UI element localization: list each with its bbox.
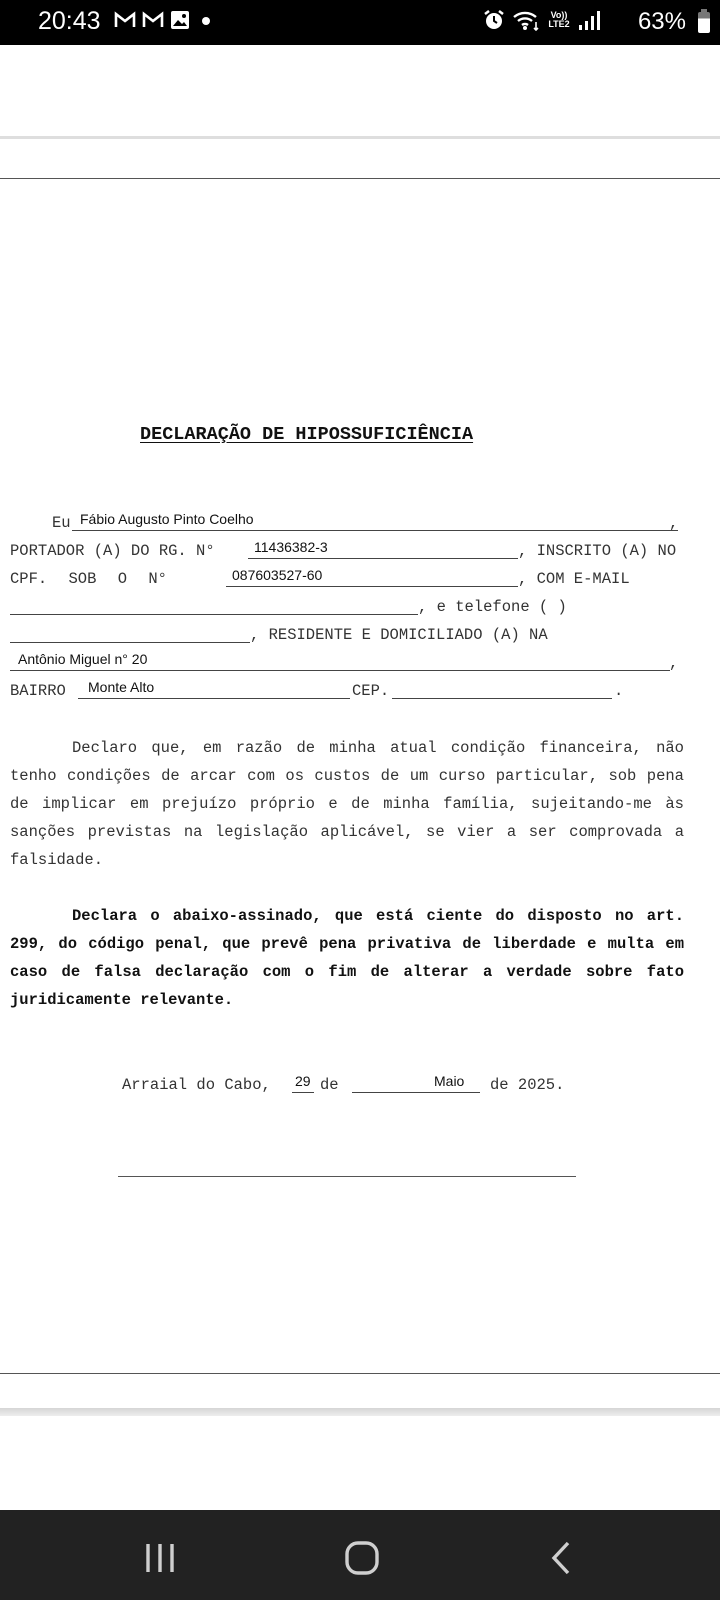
page-footer-line [0,1373,720,1374]
cpf-label: CPF. SOB O N° [10,570,167,588]
email-underline[interactable] [10,614,418,615]
month-value[interactable]: Maio [434,1073,465,1089]
bairro-line [10,679,684,704]
gmail-icon [142,11,164,29]
alarm-icon [482,8,506,32]
gmail-icon [114,11,136,29]
cep-label: CEP. [352,682,390,700]
page-top-edge [0,136,720,139]
battery-percent: 63% [637,8,686,35]
bairro-label: BAIRRO [10,682,66,700]
address-underline [10,670,670,671]
cpf-line [10,567,684,592]
date-line [122,1073,582,1100]
recent-apps-icon [144,1542,176,1574]
status-bar [0,0,720,45]
back-icon [548,1540,576,1576]
telefone-line [10,626,684,648]
home-icon [344,1540,380,1576]
battery-icon [698,12,710,33]
rg-value[interactable]: 11436382-3 [254,539,328,555]
name-value[interactable]: Fábio Augusto Pinto Coelho [80,511,254,527]
comma: , [669,654,679,672]
address-value[interactable]: Antônio Miguel n° 20 [18,651,148,667]
period: . [614,682,624,700]
recent-apps-button[interactable] [140,1538,180,1578]
eu-label: Eu [52,514,71,532]
notification-icons [114,10,212,30]
status-time: 20:43 [38,7,101,35]
address-line [10,651,684,676]
page-bottom-edge [0,1408,720,1416]
residente-label: , RESIDENTE E DOMICILIADO (A) NA [250,626,548,644]
inscrito-label: , INSCRITO (A) NO [518,542,677,560]
telefone-underline[interactable] [10,642,250,643]
gallery-icon [170,10,190,30]
bairro-underline [78,698,350,699]
cpf-underline [226,586,518,587]
comma: , [669,514,679,532]
back-button[interactable] [542,1538,582,1578]
month-underline [352,1092,480,1093]
cpf-value[interactable]: 087603527-60 [232,567,323,583]
signal-icon [578,9,600,31]
name-underline [72,530,678,531]
volte-label: Vo)) [550,10,568,20]
declaration-text: Declaro que, em razão de minha atual condição financeira, não tenho condições de arcar com os custos de um curso particular, sob pena de implicar em prejuízo próprio e de minha família, sujeitando-me às sanções previstas na legislação aplicável, se vier a ser comprovada a falsidade. [10,739,684,869]
rg-line [10,539,684,564]
portador-label: PORTADOR (A) DO RG. N° [10,542,215,560]
navigation-bar [0,1510,720,1600]
city-label: Arraial do Cabo, [122,1076,271,1094]
email-line [10,598,684,620]
page-header-line [0,178,720,179]
lte-indicator [546,11,572,29]
email-label: , COM E-MAIL [518,570,630,588]
home-button[interactable] [342,1538,382,1578]
document-title: DECLARAÇÃO DE HIPOSSUFICIÊNCIA [140,424,474,445]
de-label: de [320,1076,339,1094]
lte-label: LTE2 [548,19,570,29]
cep-underline[interactable] [392,698,612,699]
year-label: de 2025. [490,1076,565,1094]
dot-icon [196,10,212,30]
rg-underline [248,558,518,559]
legal-notice-paragraph [10,902,684,1014]
wifi-icon [512,9,540,31]
declaration-paragraph [10,734,684,874]
signature-line[interactable] [118,1176,576,1177]
day-underline [292,1092,314,1093]
name-line [10,511,684,536]
telefone-label: , e telefone ( ) [418,598,567,616]
day-value[interactable]: 29 [295,1073,311,1089]
bairro-value[interactable]: Monte Alto [88,679,155,695]
legal-notice-text: Declara o abaixo-assinado, que está ciente do disposto no art. 299, do código penal, que prevê pena privativa de liberdade e multa em caso de falsa declaração com o fim de alterar a verdade sobre fato juridicamente relevante. [10,907,684,1009]
